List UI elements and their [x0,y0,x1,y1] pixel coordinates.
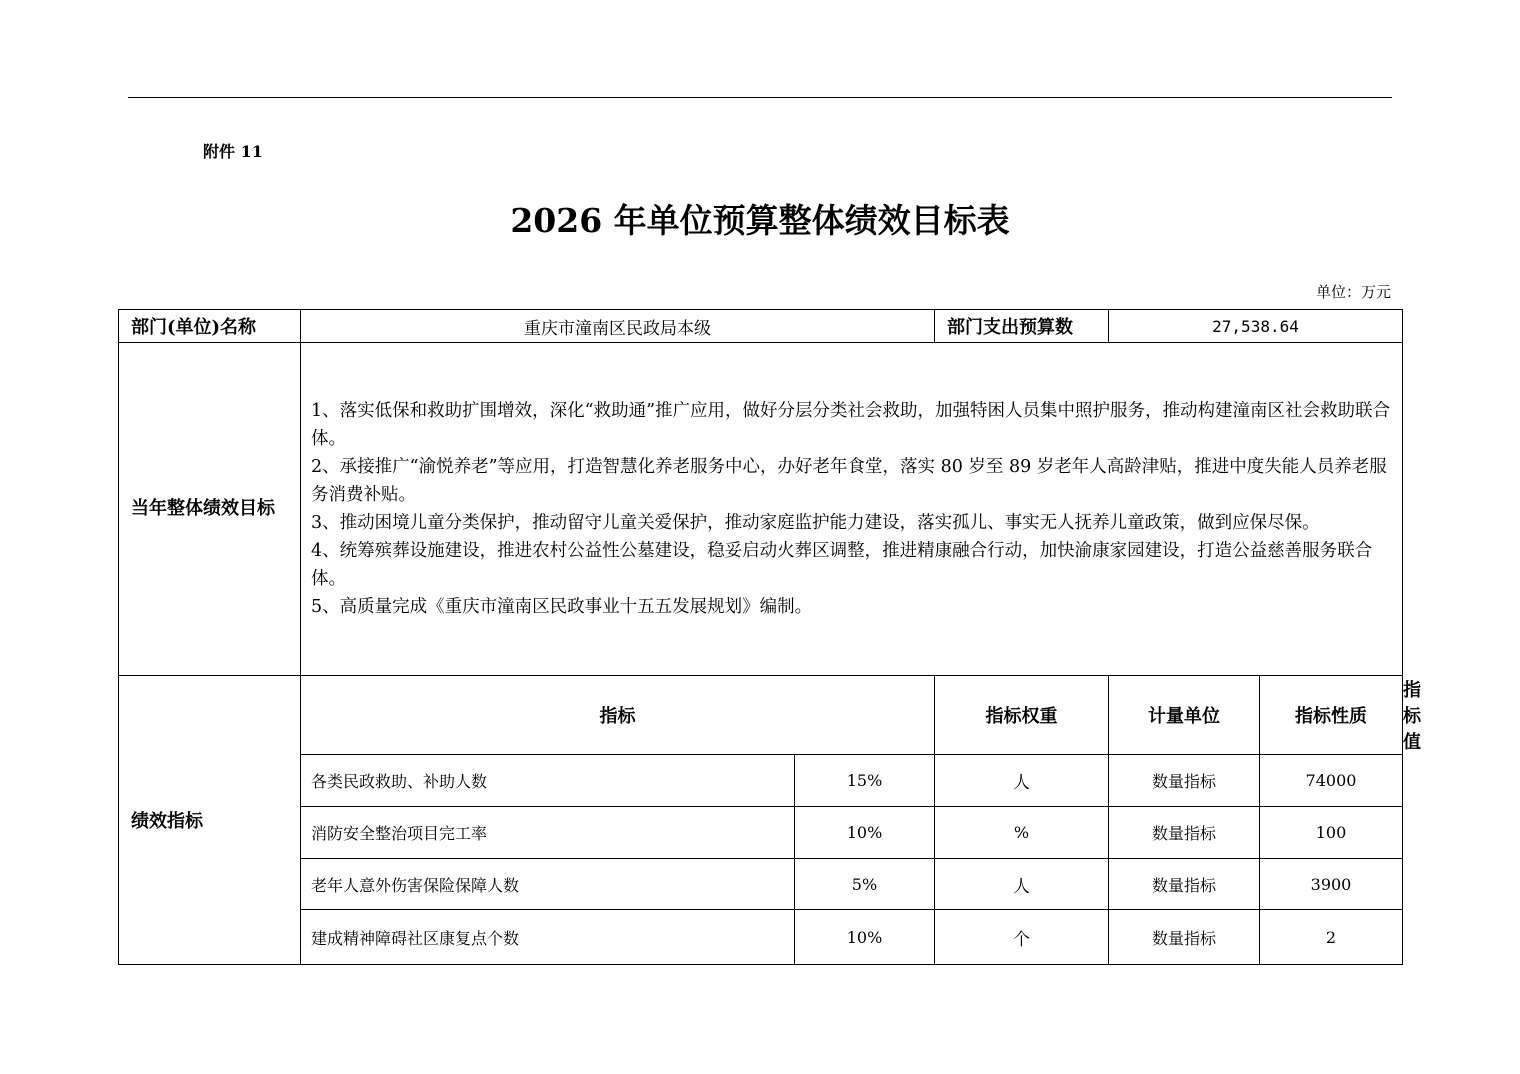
indicator-name: 消防安全整治项目完工率 [301,807,795,859]
indicator-weight: 15% [795,755,935,807]
indicator-nature: 数量指标 [1109,807,1260,859]
indicators-label: 绩效指标 [119,676,301,965]
performance-table [118,309,1422,965]
indicator-nature: 数量指标 [1109,755,1260,807]
goals-content [301,343,1403,676]
indicator-name: 各类民政救助、补助人数 [301,755,795,807]
col-header-unit: 计量单位 [1109,676,1260,755]
indicator-value: 100 [1260,807,1403,859]
indicator-weight: 10% [795,910,935,965]
table-row [119,910,1403,965]
indicator-unit: 人 [935,859,1109,910]
indicator-unit: % [935,807,1109,859]
indicator-unit: 人 [935,755,1109,807]
table-row [119,755,1403,807]
indicator-unit: 个 [935,910,1109,965]
top-divider [128,97,1392,98]
budget-label: 部门支出预算数 [935,310,1109,343]
table-row [119,859,1403,910]
col-header-weight: 指标权重 [935,676,1109,755]
goals-row [119,343,1403,676]
indicator-nature: 数量指标 [1109,910,1260,965]
unit-note: 单位：万元 [1315,283,1391,301]
goal-item: 3、推动困境儿童分类保护，推动留守儿童关爱保护，推动家庭监护能力建设，落实孤儿、事实无人抚养儿童政策，做到应保尽保。 [311,513,1320,533]
indicator-nature: 数量指标 [1109,859,1260,910]
indicator-name: 建成精神障碍社区康复点个数 [301,910,795,965]
indicator-weight: 5% [795,859,935,910]
indicator-value: 2 [1260,910,1403,965]
goal-item: 5、高质量完成《重庆市潼南区民政事业十五五发展规划》编制。 [311,597,813,617]
goals-label [119,343,301,676]
page-title: 2026 年单位预算整体绩效目标表 [510,201,1010,240]
col-header-nature: 指标性质 [1260,676,1403,755]
indicator-name: 老年人意外伤害保险保障人数 [301,859,795,910]
indicator-weight: 10% [795,807,935,859]
attachment-label: 附件 11 [203,142,263,161]
col-header-indicator: 指标 [301,676,935,755]
table-row [119,807,1403,859]
indicator-value: 74000 [1260,755,1403,807]
dept-name-value: 重庆市潼南区民政局本级 [301,310,935,343]
budget-value: 27,538.64 [1109,310,1403,343]
indicator-value: 3900 [1260,859,1403,910]
dept-name-label: 部门(单位)名称 [119,310,301,343]
dept-row [119,310,1403,343]
goal-item: 4、统筹殡葬设施建设，推进农村公益性公墓建设，稳妥启动火葬区调整，推进精康融合行动，加快渝康家园建设，打造公益慈善服务联合体。 [311,541,1373,589]
goal-item: 2、承接推广“渝悦养老”等应用，打造智慧化养老服务中心，办好老年食堂，落实 80 岁至 89 岁老年人高龄津贴，推进中度失能人员养老服务消费补贴。 [311,457,1387,505]
goal-item: 1、落实低保和救助扩围增效，深化“救助通”推广应用，做好分层分类社会救助，加强特困人员集中照护服务，推动构建潼南区社会救助联合体。 [311,401,1391,449]
goals-label-text: 当年整体绩效目标 [131,498,275,519]
indicator-header-row: 绩效指标 指标 指标权重 计量单位 指标性质 指标值 [119,676,1403,755]
